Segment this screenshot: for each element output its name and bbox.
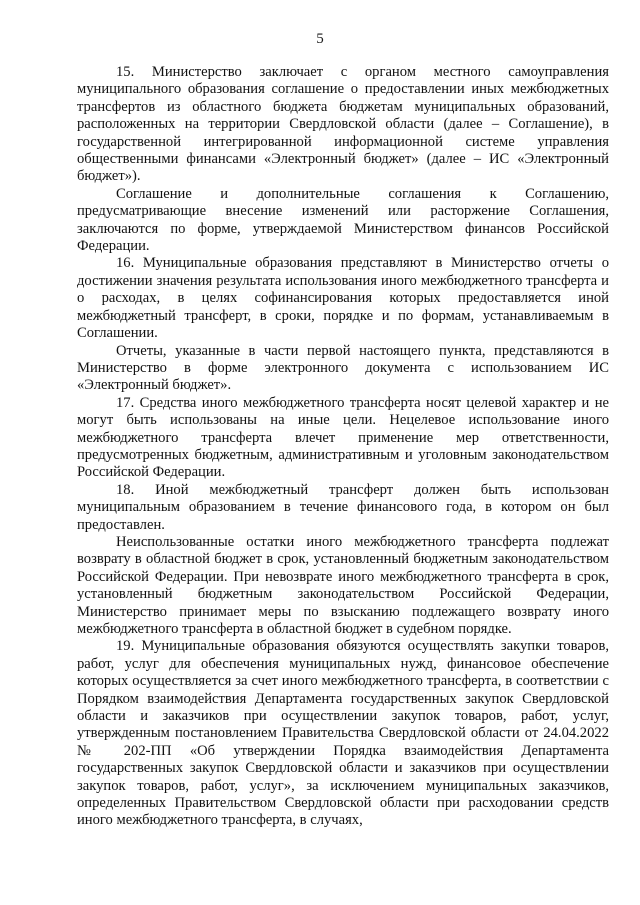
paragraph-unused-balances: Неиспользованные остатки иного межбюджетного трансферта подлежат возврату в областной бюджет в срок, установленный бюджетным законодательством Российской Федерации. При невозврате иного межбюджетного трансферта в срок, установленный бюджетным законодательством Российской Федерации, Министерство принимает меры по взысканию подлежащего возврату иного межбюджетного трансферта в областной бюджет в судебном порядке. <box>77 533 609 637</box>
paragraph-19: 19. Муниципальные образования обязуются осуществлять закупки товаров, работ, услуг для обеспечения муниципальных нужд, финансовое обеспечение которых осуществляется за счет иного межбюджетного трансферта, в соответствии с Порядком взаимодействия Департамента государственных закупок Свердловской области и заказчиков при осуществлении закупок товаров, работ, услуг, утвержденным постановлением Правительства Свердловской области от 24.04.2022 № 202-ПП «Об утверждении Порядка взаимодействия Департамента государственных закупок Свердловской области и заказчиков при осуществлении закупок товаров, работ, услуг», за исключением муниципальных заказчиков, определенных Правительством Свердловской области при расходовании средств иного межбюджетного трансферта, в случаях, <box>77 638 609 829</box>
paragraph-16: 16. Муниципальные образования представляют в Министерство отчеты о достижении значения результата использования иного межбюджетного трансферта и о расходах, в целях софинансирования которых предоставляется иной межбюджетный трансферт, в сроки, порядке и по формам, устанавливаемым в Соглашении. <box>77 255 609 342</box>
paragraph-18: 18. Иной межбюджетный трансферт должен быть использован муниципальным образованием в течение финансового года, в котором он был предоставлен. <box>77 481 609 533</box>
paragraph-agreement: Соглашение и дополнительные соглашения к Соглашению, предусматривающие внесение изменений или расторжение Соглашения, заключаются по форме, утверждаемой Министерством финансов Российской Федерации. <box>77 185 609 255</box>
paragraph-15: 15. Министерство заключает с органом местного самоуправления муниципального образования соглашение о предоставлении иных межбюджетных трансфертов из областного бюджета бюджетам муниципальных образований, расположенных на территории Свердловской области (далее – Соглашение), в государственной интегрированной информационной системе управления общественными финансами «Электронный бюджет» (далее – ИС «Электронный бюджет»). <box>77 64 609 185</box>
document-body <box>77 64 609 830</box>
paragraph-reports: Отчеты, указанные в части первой настоящего пункта, представляются в Министерство в форме электронного документа с использованием ИС «Электронный бюджет». <box>77 342 609 394</box>
paragraph-17: 17. Средства иного межбюджетного трансферта носят целевой характер и не могут быть использованы на иные цели. Нецелевое использование иного межбюджетного трансферта влечет применение мер ответственности, предусмотренных бюджетным, административным и уголовным законодательством Российской Федерации. <box>77 394 609 481</box>
page-number: 5 <box>316 31 324 47</box>
